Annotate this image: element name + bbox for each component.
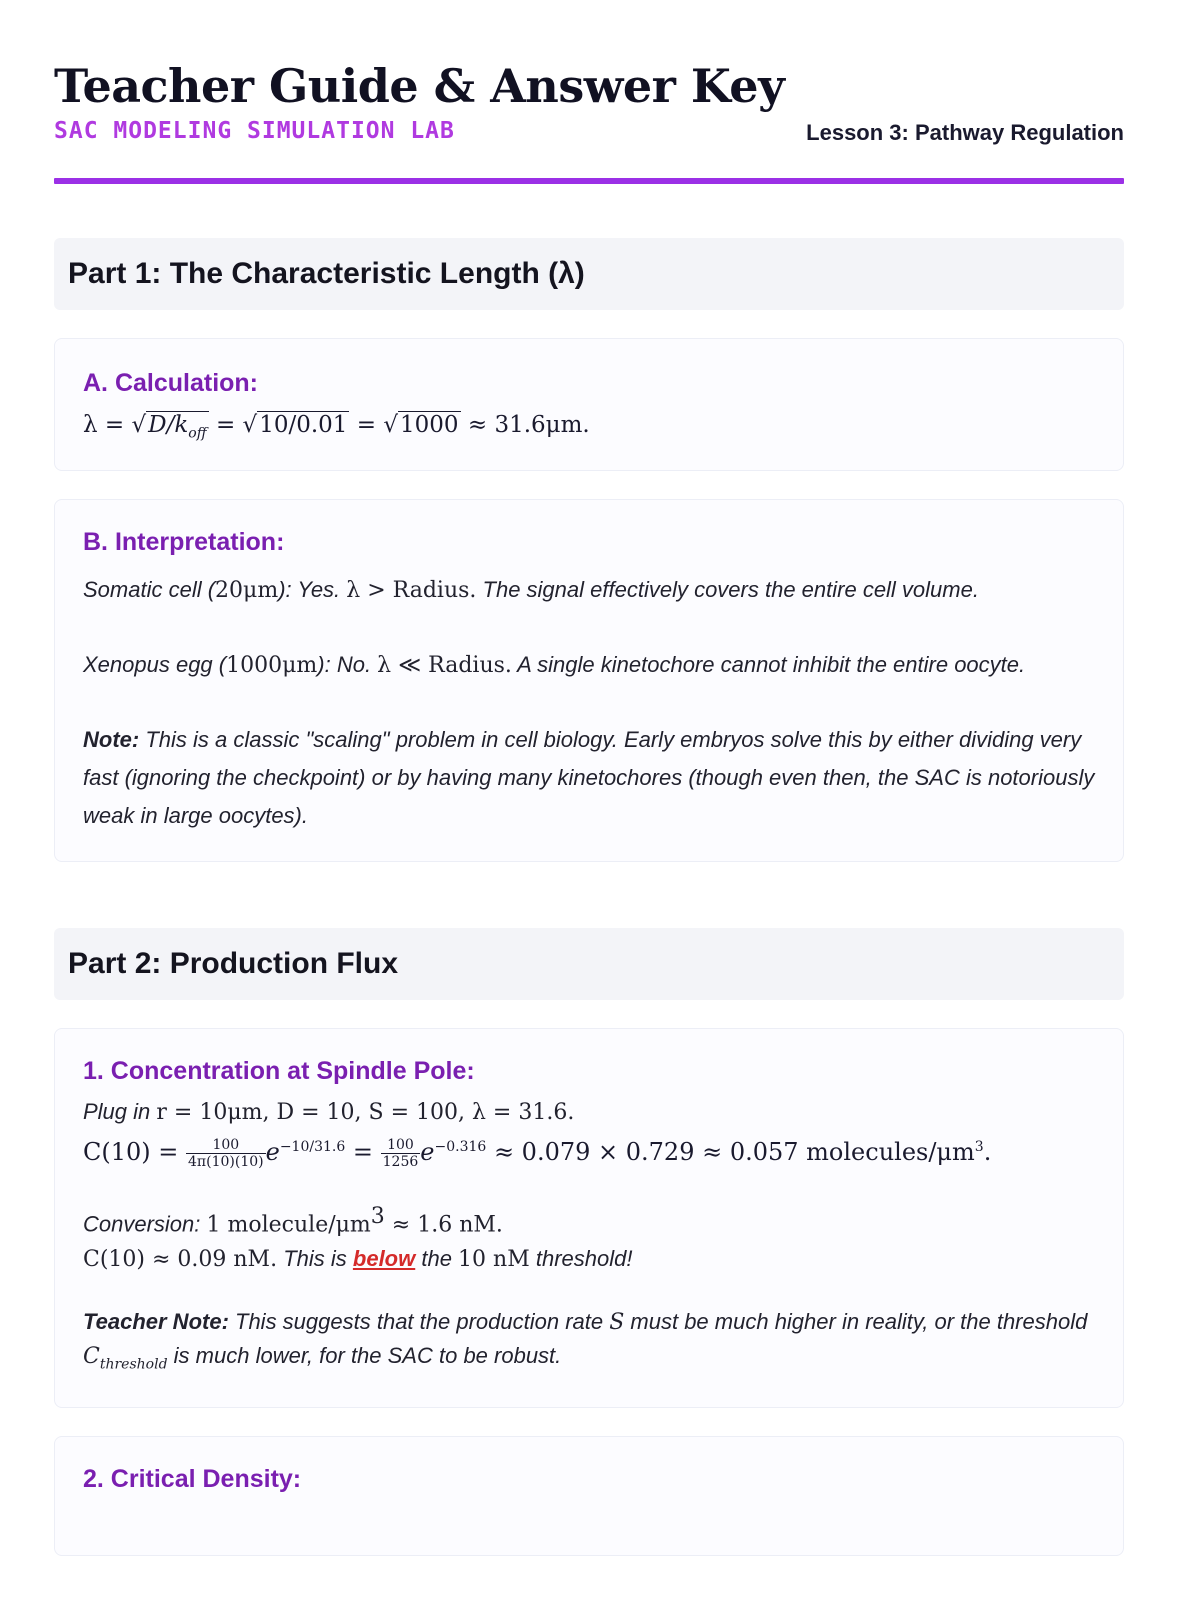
conversion-line xyxy=(83,1200,1095,1242)
fraction-1 xyxy=(186,1137,266,1170)
somatic-mid: ): Yes. xyxy=(278,576,347,602)
part1-banner xyxy=(54,238,1124,310)
exp2-sup: −0.316 xyxy=(434,1138,487,1155)
sqrt-1000: 1000 xyxy=(400,412,459,438)
sqrt1-sub: off xyxy=(188,425,207,442)
sqrt-d-koff xyxy=(146,411,209,442)
calculation-card xyxy=(54,338,1124,471)
header xyxy=(54,0,1124,184)
sqrt1-text: D/k xyxy=(148,412,189,438)
exp1-sup: −10/31.6 xyxy=(279,1138,346,1155)
the-word: the xyxy=(415,1245,459,1271)
lesson-label: Lesson 3: Pathway Regulation xyxy=(806,120,1124,145)
frac2-den: 1256 xyxy=(382,1153,419,1170)
frac2-num: 100 xyxy=(381,1137,421,1154)
tnote-post: is much lower, for the SAC to be robust. xyxy=(167,1342,562,1368)
note-label: Note: xyxy=(83,726,140,752)
frac1-den: 4π(10)(10) xyxy=(188,1153,264,1170)
eq3: = xyxy=(356,412,377,438)
eq-sign: = xyxy=(352,1137,373,1166)
tnote-c: C xyxy=(83,1343,100,1369)
spacer xyxy=(83,610,1095,646)
interpretation-heading: B. Interpretation: xyxy=(83,527,285,556)
page-subtitle: SAC MODELING SIMULATION LAB xyxy=(54,118,455,144)
concentration-equation xyxy=(83,1129,1095,1170)
this-is: This is xyxy=(277,1245,353,1271)
conc-result-sup: 3 xyxy=(974,1138,984,1155)
calculation-heading: A. Calculation: xyxy=(83,369,259,397)
fraction-2 xyxy=(381,1137,421,1170)
exp1-base: e xyxy=(265,1137,280,1166)
spacer xyxy=(83,1277,1095,1305)
somatic-cell-text xyxy=(83,571,1095,610)
threshold-value: 10 nM xyxy=(458,1246,530,1272)
threshold-line xyxy=(83,1242,1095,1277)
conc-result: ≈ 0.079 × 0.729 ≈ 0.057 molecules/μm xyxy=(493,1137,975,1166)
header-divider xyxy=(54,178,1124,184)
conv-sup: 3 xyxy=(370,1203,385,1229)
eq2: = xyxy=(215,412,236,438)
exp2-base: e xyxy=(420,1137,435,1166)
somatic-post: The signal effectively covers the entire cell volume. xyxy=(476,576,979,602)
plug-math: r = 10μm, D = 10, S = 100, λ = 31.6. xyxy=(156,1099,575,1125)
part2-banner xyxy=(54,928,1124,1000)
plug-in-line xyxy=(83,1096,1095,1129)
tnote-mid: must be much higher in reality, or the threshold xyxy=(624,1308,1088,1334)
c10-approx: C(10) ≈ 0.09 nM. xyxy=(83,1246,278,1272)
page-title: Teacher Guide & Answer Key xyxy=(54,59,785,113)
xeno-post: A single kinetochore cannot inhibit the entire oocyte. xyxy=(511,651,1026,677)
scaling-note xyxy=(83,721,1095,835)
spacer xyxy=(83,1170,1095,1200)
lambda-equation: $\lambda = √D/k_{off} = √10/0.01 = √1000 \approx 31.6\mu m$. xyxy=(83,412,590,442)
note-text: This is a classic "scaling" problem in cell biology. Early embryos solve this by either dividing very fast (ignoring the checkpoint) or by having many kinetochores (though even then, the SAC is notoriously weak in large oocytes). xyxy=(83,726,1095,828)
tnote-s: S xyxy=(609,1309,625,1335)
conc-result-end: . xyxy=(983,1137,992,1166)
teacher-note-label: Teacher Note: xyxy=(83,1308,229,1334)
xeno-mid: ): No. xyxy=(317,651,378,677)
conv-math: 1 molecule/μm xyxy=(206,1211,371,1237)
lambda-lhs: λ = xyxy=(83,412,125,438)
plug-pre: Plug in xyxy=(83,1098,157,1124)
somatic-size: 20μm xyxy=(215,577,279,603)
somatic-pre: Somatic cell ( xyxy=(83,576,216,602)
xeno-size: 1000μm xyxy=(226,652,318,678)
c10-lhs: C(10) = xyxy=(83,1137,179,1166)
sqrt-values: 10/0.01 xyxy=(259,412,348,438)
conv-label: Conversion: xyxy=(83,1210,207,1236)
part2-title: Part 2: Production Flux xyxy=(68,946,399,980)
critical-density-heading: 2. Critical Density: xyxy=(83,1465,302,1494)
interpretation-card xyxy=(54,499,1124,862)
tnote-c-sub: threshold xyxy=(99,1356,168,1373)
xeno-math: λ ≪ Radius. xyxy=(377,652,512,678)
concentration-card xyxy=(54,1028,1124,1409)
spacer xyxy=(83,685,1095,721)
tnote-pre: This suggests that the production rate xyxy=(228,1308,610,1334)
below-emphasis: below xyxy=(352,1245,416,1271)
conv-end: ≈ 1.6 nM. xyxy=(384,1211,503,1237)
xeno-pre: Xenopus egg ( xyxy=(83,651,227,677)
part1-title: Part 1: The Characteristic Length (λ) xyxy=(68,257,585,290)
teacher-note xyxy=(83,1305,1095,1381)
lambda-result: ≈ 31.6μm. xyxy=(467,412,590,438)
frac1-num: 100 xyxy=(186,1137,266,1154)
somatic-math: λ > Radius. xyxy=(346,577,477,603)
critical-density-card xyxy=(54,1436,1124,1556)
xenopus-text xyxy=(83,646,1095,685)
concentration-heading: 1. Concentration at Spindle Pole: xyxy=(83,1056,475,1085)
threshold-end: threshold! xyxy=(529,1245,633,1271)
